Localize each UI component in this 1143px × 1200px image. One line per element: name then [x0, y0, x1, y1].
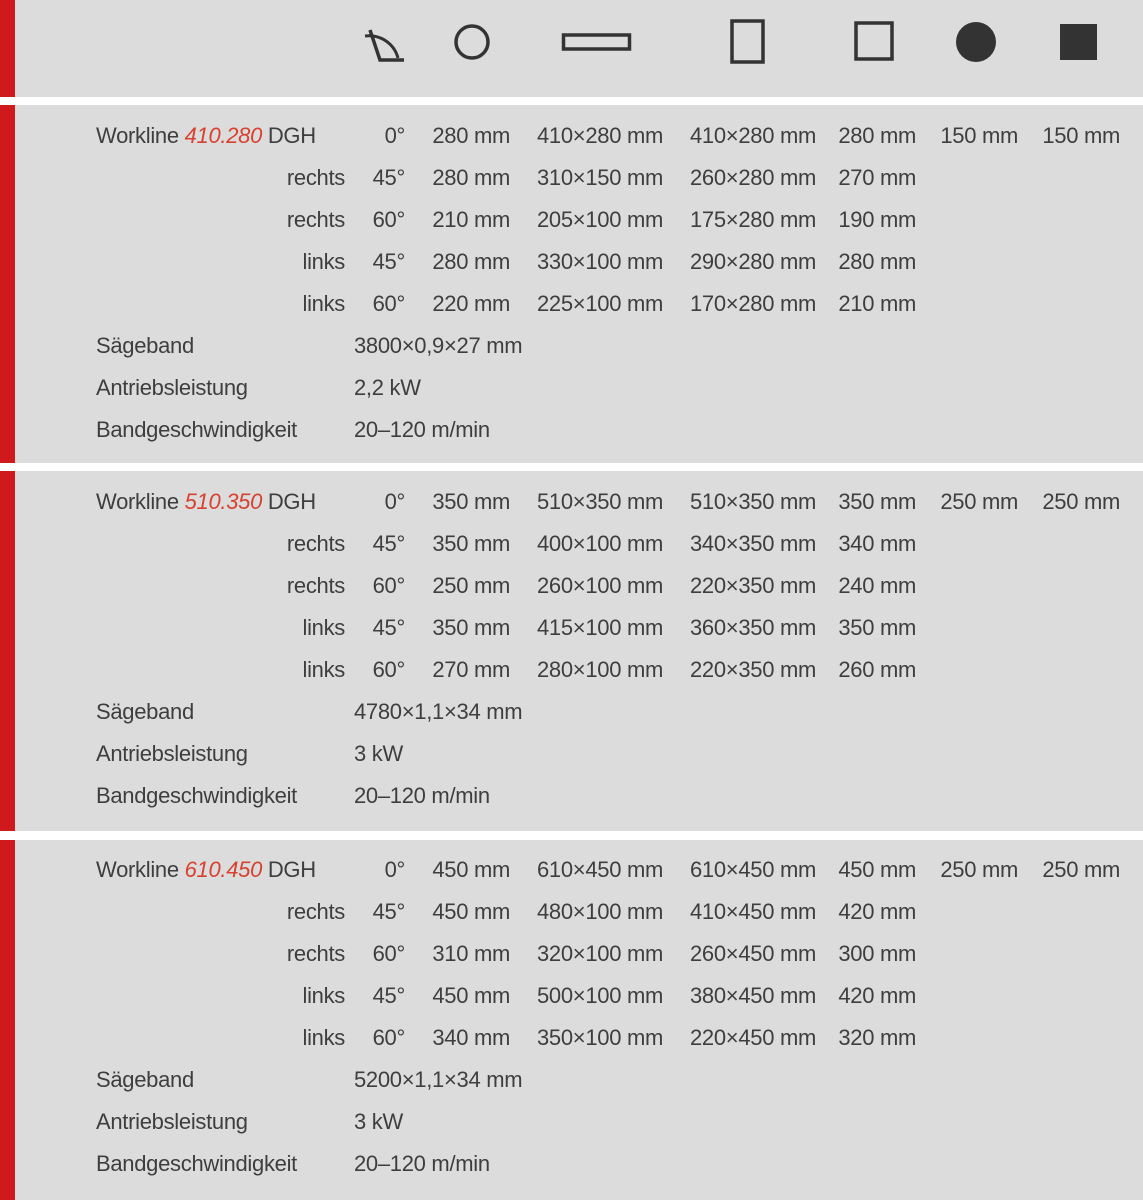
- model-number: 610.450: [184, 857, 263, 882]
- spec-value: 3 kW: [354, 741, 403, 766]
- round-capacity: 280 mm: [432, 165, 510, 190]
- model-suffix: DGH: [267, 123, 316, 148]
- upright-rectangle-icon: [729, 18, 769, 66]
- solid-round-capacity: 250 mm: [940, 857, 1018, 882]
- round-capacity: 350 mm: [432, 615, 510, 640]
- model-suffix: DGH: [267, 489, 316, 514]
- miter-angle: 60°: [372, 291, 405, 316]
- square-capacity: 420 mm: [838, 899, 916, 924]
- cut-direction: rechts: [286, 531, 345, 556]
- spec-label: Bandgeschwindigkeit: [96, 783, 297, 808]
- spec-value: 5200×1,1×34 mm: [354, 1067, 523, 1092]
- upright-capacity: 510×350 mm: [689, 489, 816, 514]
- spec-value: 20–120 m/min: [354, 783, 490, 808]
- square-capacity: 350 mm: [838, 615, 916, 640]
- spec-value: 20–120 m/min: [354, 1151, 490, 1176]
- spec-label: Sägeband: [96, 1067, 194, 1092]
- accent-bar: [0, 105, 15, 463]
- model-prefix: Workline: [96, 123, 179, 148]
- upright-capacity: 220×350 mm: [689, 573, 816, 598]
- model-prefix: Workline: [96, 857, 179, 882]
- round-capacity: 450 mm: [432, 899, 510, 924]
- model-title: [96, 489, 316, 515]
- spec-label: Antriebsleistung: [96, 741, 248, 766]
- round-bar-icon: [452, 22, 492, 62]
- flat-capacity: 410×280 mm: [536, 123, 663, 148]
- model-number: 510.350: [184, 489, 263, 514]
- flat-capacity: 500×100 mm: [536, 983, 663, 1008]
- miter-angle: 60°: [372, 573, 405, 598]
- flat-capacity: 260×100 mm: [536, 573, 663, 598]
- square-capacity: 260 mm: [838, 657, 916, 682]
- spec-label: Antriebsleistung: [96, 1109, 248, 1134]
- square-capacity: 420 mm: [838, 983, 916, 1008]
- miter-angle: 0°: [384, 489, 405, 514]
- cut-direction: rechts: [286, 207, 345, 232]
- square-capacity: 280 mm: [838, 249, 916, 274]
- flat-capacity: 310×150 mm: [536, 165, 663, 190]
- accent-bar: [0, 0, 15, 97]
- round-capacity: 310 mm: [432, 941, 510, 966]
- miter-angle: 45°: [372, 165, 405, 190]
- solid-round-capacity: 250 mm: [940, 489, 1018, 514]
- accent-bar: [0, 840, 15, 1200]
- solid-square-capacity: 250 mm: [1042, 489, 1120, 514]
- accent-bar: [0, 471, 15, 831]
- icon-header: [0, 0, 1143, 97]
- cut-direction: links: [302, 657, 345, 682]
- miter-angle: 60°: [372, 941, 405, 966]
- cut-direction: rechts: [286, 573, 345, 598]
- flat-capacity: 400×100 mm: [536, 531, 663, 556]
- square-tube-icon: [853, 20, 897, 64]
- round-capacity: 220 mm: [432, 291, 510, 316]
- upright-capacity: 360×350 mm: [689, 615, 816, 640]
- upright-capacity: 260×450 mm: [689, 941, 816, 966]
- miter-angle: 45°: [372, 249, 405, 274]
- round-capacity: 250 mm: [432, 573, 510, 598]
- square-capacity: 350 mm: [838, 489, 916, 514]
- spec-value: 4780×1,1×34 mm: [354, 699, 523, 724]
- cut-direction: rechts: [286, 941, 345, 966]
- round-capacity: 350 mm: [432, 489, 510, 514]
- spec-value: 3 kW: [354, 1109, 403, 1134]
- flat-capacity: 205×100 mm: [536, 207, 663, 232]
- miter-angle: 60°: [372, 1025, 405, 1050]
- square-capacity: 190 mm: [838, 207, 916, 232]
- upright-capacity: 410×280 mm: [689, 123, 816, 148]
- miter-angle-icon: [362, 20, 408, 64]
- spec-label: Bandgeschwindigkeit: [96, 1151, 297, 1176]
- round-capacity: 450 mm: [432, 983, 510, 1008]
- cut-direction: rechts: [286, 899, 345, 924]
- miter-angle: 0°: [384, 857, 405, 882]
- flat-capacity: 480×100 mm: [536, 899, 663, 924]
- square-capacity: 240 mm: [838, 573, 916, 598]
- miter-angle: 45°: [372, 899, 405, 924]
- solid-round-icon: [954, 20, 998, 64]
- flat-capacity: 330×100 mm: [536, 249, 663, 274]
- square-capacity: 320 mm: [838, 1025, 916, 1050]
- upright-capacity: 290×280 mm: [689, 249, 816, 274]
- upright-capacity: 610×450 mm: [689, 857, 816, 882]
- flat-rectangle-icon: [561, 32, 633, 54]
- miter-angle: 60°: [372, 657, 405, 682]
- model-suffix: DGH: [267, 857, 316, 882]
- solid-square-capacity: 150 mm: [1042, 123, 1120, 148]
- spec-value: 3800×0,9×27 mm: [354, 333, 523, 358]
- section-model-1: [0, 471, 1143, 831]
- solid-square-capacity: 250 mm: [1042, 857, 1120, 882]
- upright-capacity: 175×280 mm: [689, 207, 816, 232]
- square-capacity: 300 mm: [838, 941, 916, 966]
- miter-angle: 45°: [372, 615, 405, 640]
- cut-direction: links: [302, 983, 345, 1008]
- model-prefix: Workline: [96, 489, 179, 514]
- square-capacity: 270 mm: [838, 165, 916, 190]
- flat-capacity: 510×350 mm: [536, 489, 663, 514]
- cut-direction: links: [302, 615, 345, 640]
- spec-label: Bandgeschwindigkeit: [96, 417, 297, 442]
- round-capacity: 350 mm: [432, 531, 510, 556]
- solid-square-icon: [1060, 24, 1100, 62]
- spec-label: Antriebsleistung: [96, 375, 248, 400]
- upright-capacity: 340×350 mm: [689, 531, 816, 556]
- spec-label: Sägeband: [96, 699, 194, 724]
- spec-label: Sägeband: [96, 333, 194, 358]
- spec-value: 20–120 m/min: [354, 417, 490, 442]
- square-capacity: 340 mm: [838, 531, 916, 556]
- flat-capacity: 415×100 mm: [536, 615, 663, 640]
- model-title: [96, 123, 316, 149]
- square-capacity: 450 mm: [838, 857, 916, 882]
- section-model-0: [0, 105, 1143, 463]
- upright-capacity: 220×350 mm: [689, 657, 816, 682]
- round-capacity: 280 mm: [432, 249, 510, 274]
- upright-capacity: 260×280 mm: [689, 165, 816, 190]
- miter-angle: 45°: [372, 983, 405, 1008]
- flat-capacity: 610×450 mm: [536, 857, 663, 882]
- round-capacity: 340 mm: [432, 1025, 510, 1050]
- round-capacity: 280 mm: [432, 123, 510, 148]
- model-title: [96, 857, 316, 883]
- spec-value: 2,2 kW: [354, 375, 421, 400]
- upright-capacity: 170×280 mm: [689, 291, 816, 316]
- upright-capacity: 220×450 mm: [689, 1025, 816, 1050]
- flat-capacity: 320×100 mm: [536, 941, 663, 966]
- round-capacity: 450 mm: [432, 857, 510, 882]
- round-capacity: 210 mm: [432, 207, 510, 232]
- round-capacity: 270 mm: [432, 657, 510, 682]
- flat-capacity: 350×100 mm: [536, 1025, 663, 1050]
- cut-direction: rechts: [286, 165, 345, 190]
- cut-direction: links: [302, 291, 345, 316]
- upright-capacity: 410×450 mm: [689, 899, 816, 924]
- square-capacity: 280 mm: [838, 123, 916, 148]
- miter-angle: 60°: [372, 207, 405, 232]
- cut-direction: links: [302, 249, 345, 274]
- miter-angle: 0°: [384, 123, 405, 148]
- flat-capacity: 225×100 mm: [536, 291, 663, 316]
- section-model-2: [0, 840, 1143, 1200]
- flat-capacity: 280×100 mm: [536, 657, 663, 682]
- upright-capacity: 380×450 mm: [689, 983, 816, 1008]
- square-capacity: 210 mm: [838, 291, 916, 316]
- cut-direction: links: [302, 1025, 345, 1050]
- miter-angle: 45°: [372, 531, 405, 556]
- model-number: 410.280: [184, 123, 263, 148]
- solid-round-capacity: 150 mm: [940, 123, 1018, 148]
